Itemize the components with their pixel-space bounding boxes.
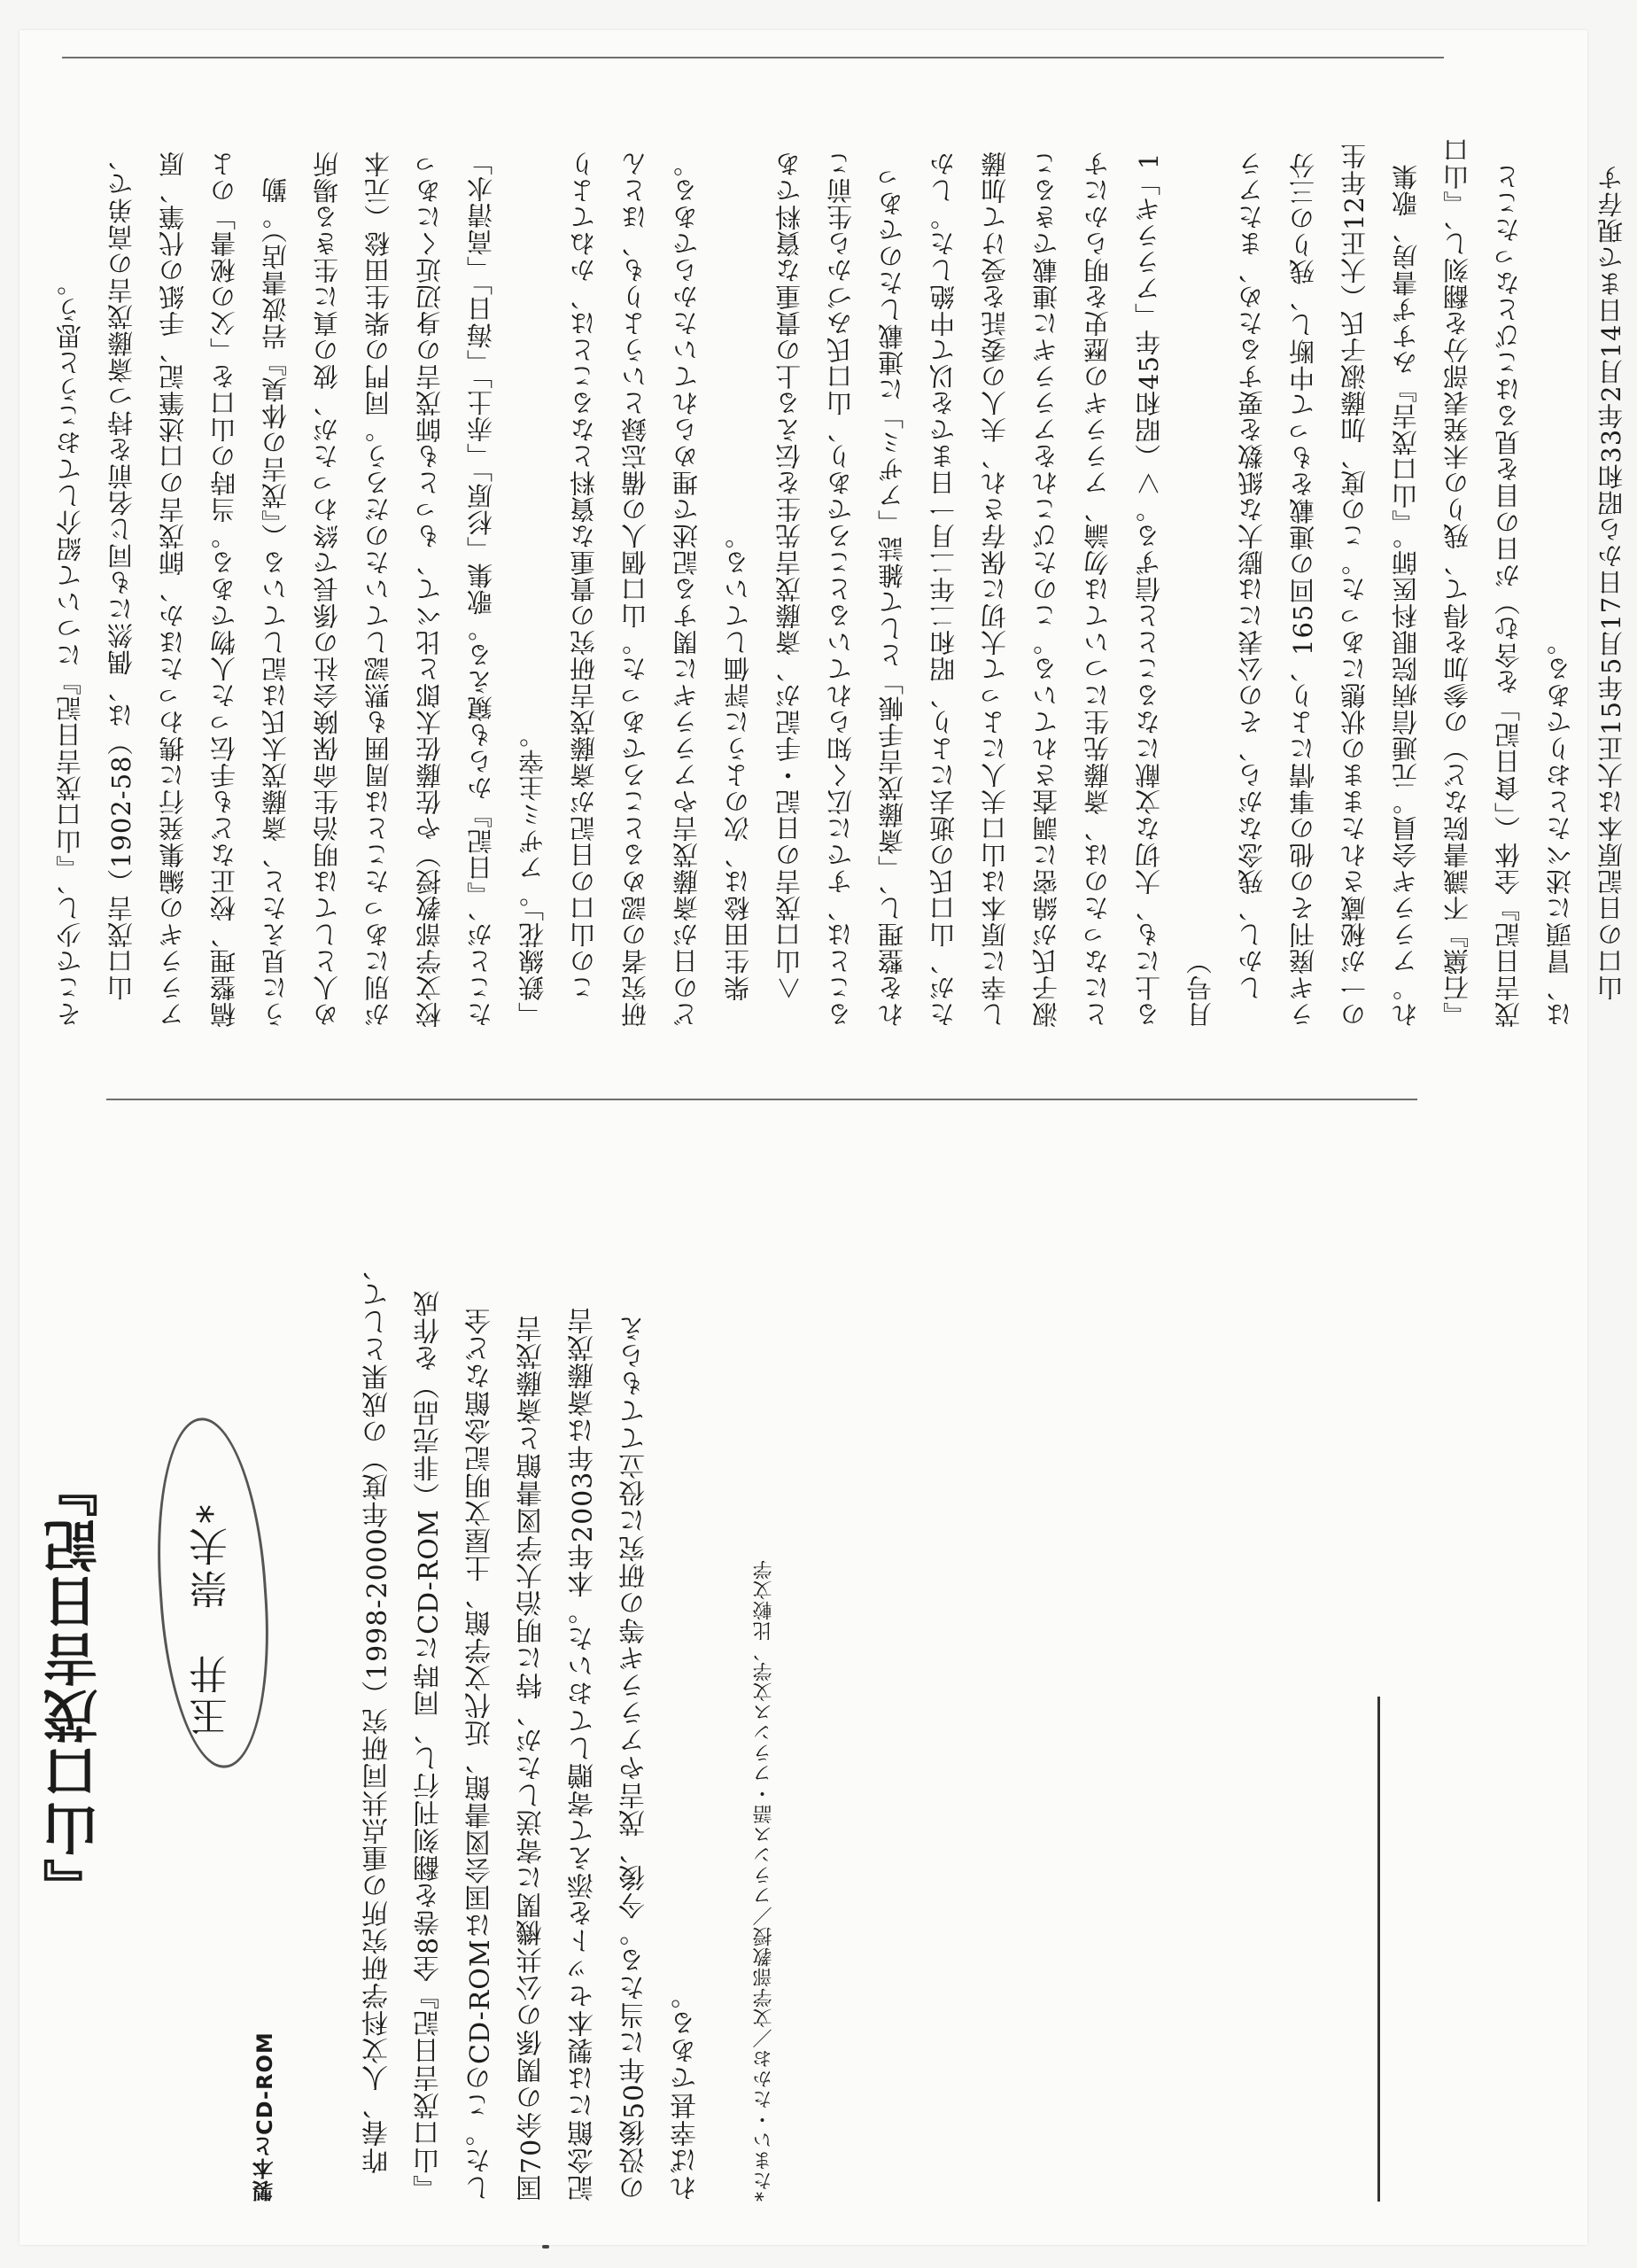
lower-text-line: の没後50年に当たる。今後、茂吉やアララギ等の研究に役立ててもらえ <box>619 1314 650 2202</box>
upper-text-line: れを整理し、「斎藤茂吉手帳」として雑誌「アザミ」に連載したのであっ <box>877 163 907 1028</box>
upper-text-line: 月号） <box>1185 948 1215 1028</box>
upper-text-line: どの日が斎藤茂吉やアララギに関する記述で埋められていたからである。 <box>671 151 702 1028</box>
upper-top-rule <box>62 57 1444 58</box>
page-title: 『山口茂吉日記』 <box>43 1460 107 1914</box>
upper-text-line: この山口の日記が斎藤茂吉研究の貴重な資料となることは、かねてより <box>569 151 599 1028</box>
upper-text-line: の一が秘蔵されたままの状態にあった。この度、加藤淑子氏（大正12年生 <box>1339 143 1369 1028</box>
lower-text-line: 『山口茂吉日記』全8巻を翻刻刊行し、同時にCD-ROM（非売品）を作成 <box>414 1289 445 2202</box>
lower-text-block <box>239 1121 1346 2202</box>
upper-text-line: れ。アララギ会員。元逓信病院眼科医師。『山口茂吉』みすず書房、歌集 <box>1391 163 1421 1028</box>
upper-text-line: 『石黛』不識書院など）の参加を得て、残りの未発表部分を翻刻し、『山口 <box>1442 136 1472 1028</box>
lower-text-line: れば幸甚である。 <box>671 1982 702 2202</box>
lower-text-line: した。このCD-ROMは国会図書館、近代文学館、土屋文明記念館など全 <box>465 1307 496 2202</box>
upper-text-line: め人としては明治生命保険会社の係長で終わったが、彼の真に生きる場所 <box>312 151 342 1028</box>
upper-text-line: が別にあったことは周囲も黙認していたのだろう。同門の柴生田稔（元本 <box>363 151 393 1028</box>
upper-text-block <box>44 62 1626 1028</box>
lower-text-line: 記念館には製本セットを添えて寄贈しておいた。本年2003年は斎藤茂吉 <box>568 1306 599 2202</box>
upper-text-line: 山口茂吉（1902-58）は、偶然にも同じ名前を持つ斎藤茂吉の高弟で、 <box>106 144 136 1028</box>
section-divider-rule <box>106 1099 1417 1100</box>
upper-text-line: そこで少し、『山口茂吉日記』について紹介しておこうと思う。 <box>55 269 85 1028</box>
upper-text-line: 稿整理、校正なども手伝った人物である。当時の山口を「父の秘書」のよ <box>209 151 239 1028</box>
upper-text-line: 茂吉日記』全体（「食日記」を含む）が日の目を見るはこびとなったこと <box>1493 163 1524 1028</box>
upper-text-line: 研究者の認めるところであった。山口個人の備忘録というよりも、ほとん <box>620 151 650 1028</box>
upper-text-line: し幸に原本は山口夫人によって大切に保存され、夫人の委託を受けて加藤 <box>980 151 1010 1028</box>
footnote: *たまい・たかお／文学部教授／フランス語・フランス文学、比較文学 <box>753 1559 775 2202</box>
footnote-rule <box>1377 1697 1380 2202</box>
upper-text-line: ることは、すでに広く知られているところであり、山口氏みづから生前こ <box>826 151 856 1028</box>
upper-text-line: とになったのは、斎藤先生については勿論、アララギの歴史を明らかにす <box>1082 151 1113 1028</box>
author-name: 玉井 崇夫* <box>190 1501 235 1736</box>
upper-text-line: たが、山口氏の逝去により、昭和二年二月一日までを以て中絶した。しか <box>928 151 958 1028</box>
section-heading: 製本とCD-ROM <box>252 2031 277 2202</box>
lower-text-line: 国70余の関係の公共機関に寄送したが、特に明治大学図書館と斎藤茂吉 <box>516 1314 547 2202</box>
upper-text-line: 山口の日記原本は大正15年5月17日から昭和33年2月14日まで現存す <box>1596 164 1626 1028</box>
upper-text-line: 校文学部教授）や佐藤佐太郎と比べて、もっとも師茂吉の身辺近くにあっ <box>415 151 445 1028</box>
upper-text-line: 「鉄線花」。アザミ主宰。 <box>517 721 547 1028</box>
upper-text-line: しかし、残念ながら、その公表には膨大な紙数を要するため、またアラ <box>1237 151 1267 1028</box>
upper-text-line: ラギ廃刊その他の事情により、165回の連載をもって中断し、残りの三分 <box>1288 151 1318 1028</box>
upper-text-line: 淑子氏が綿密に調査されている。このたびこれをアララギに連載できるこ <box>1031 151 1061 1028</box>
scan-speck <box>542 2245 549 2249</box>
upper-text-line: は、冒頭に述べたとおりである。 <box>1545 629 1575 1028</box>
upper-text-line: 柴生田稔は、次のように評価している。 <box>723 523 753 1028</box>
upper-text-line: る上にも、大切な文献になることと信ずる。＞（昭和45年「アララギ」1 <box>1134 151 1164 1028</box>
upper-text-line: ＜山口茂吉の日記・手記が、斎藤茂吉先生を伝える上の貴重な資料であ <box>774 150 804 1028</box>
upper-text-line: アララギの編集発行に携わったほか、師茂吉の口述筆記、手紙の代筆、原 <box>158 151 188 1028</box>
upper-text-line: うに見えたと、斎藤茂太氏は記している（『茂吉の体臭』岩波書店）。勤 <box>260 176 291 1028</box>
upper-text-line: たことが、『日記』からも窺える。歌集「杉原」「赤土」「海日」「高清水」 <box>466 149 496 1028</box>
lower-text-line: 昨春、人文科学研究所の重点共同研究（1998-2000年度）の成果として、 <box>362 1253 393 2202</box>
